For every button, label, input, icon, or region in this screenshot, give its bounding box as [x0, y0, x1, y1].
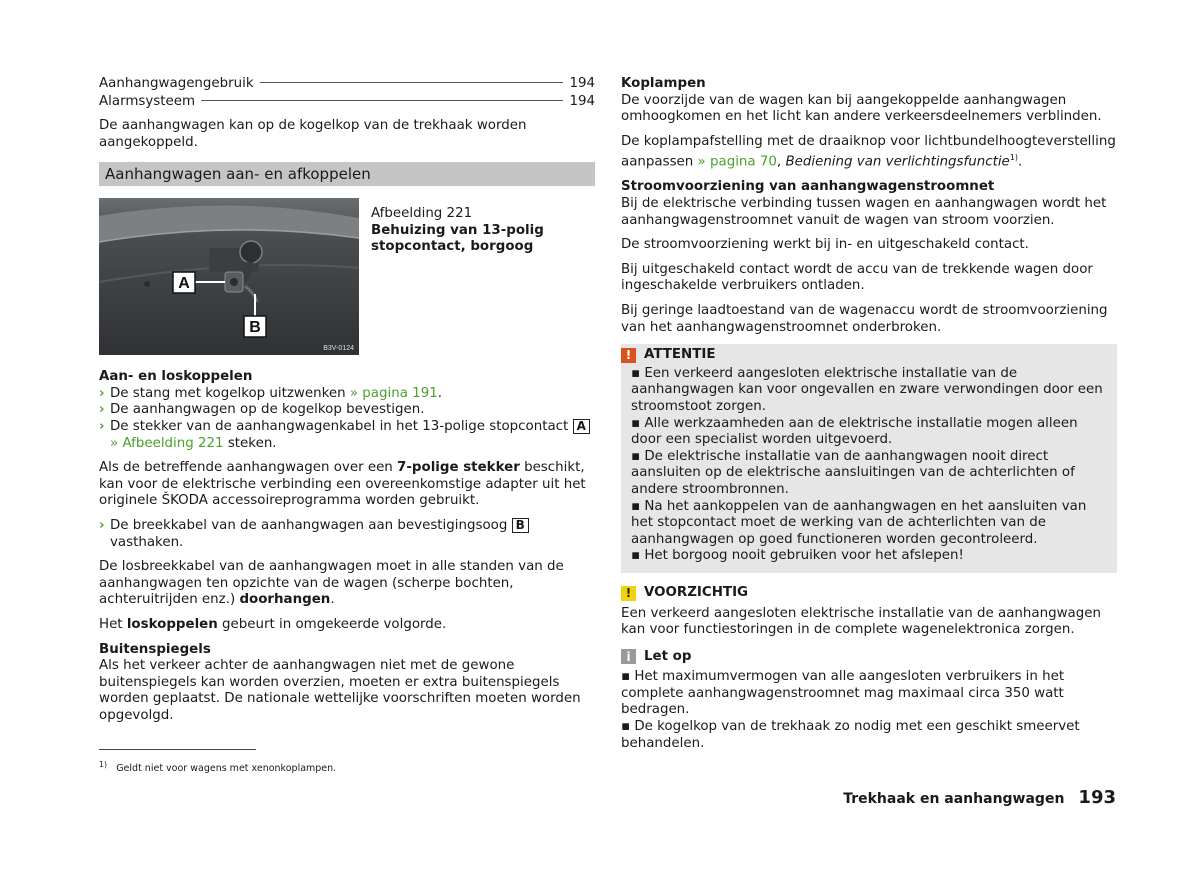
step-item: › De aanhangwagen op de kogelkop bevestigen. [99, 402, 425, 418]
attention-item: ▪ Een verkeerd aangesloten elektrische installatie van de aanhangwagen kan voor ongevallen en zware verwondingen door een stroomstoot zorgen. [631, 365, 1103, 414]
attention-item: ▪ Het borgoog nooit gebruiken voor het afslepen! [631, 548, 964, 564]
toc-entry[interactable] [99, 76, 595, 94]
note-item: ▪ Het maximumvermogen van alle aangesloten verbruikers in het complete aanhangwagenstroomnet mag maximaal circa 350 watt bedragen. [621, 669, 1065, 718]
attention-item: ▪ Alle werkzaamheden aan de elektrische installatie mogen alleen door een specialist worden uitgevoerd. [631, 415, 1078, 448]
figure-code: B3V-0124 [323, 345, 354, 353]
footnote-ref: 1) [1009, 153, 1019, 163]
toc-leader [201, 100, 563, 101]
note-header [621, 649, 1117, 666]
headlamps-text-1: De voorzijde van de wagen kan bij aangekoppelde aanhangwagen omhoogkomen en het licht kan andere verkeersdeelnemers verblinden. [621, 92, 1102, 125]
attention-item: ▪ Na het aankoppelen van de aanhangwagen en het aansluiten van het stopcontact moet de werking van de achterlichten van de aanhangwagen op goed functioneren worden gecontroleerd. [631, 498, 1087, 547]
footnote [99, 760, 336, 774]
mirrors-text: Als het verkeer achter de aanhangwagen niet met de gewone buitenspiegels kan worden overzien, moeten er extra buitenspiegels worden geplaatst. De nationale wettelijke voorschriften moeten worden opgevolgd. [99, 658, 581, 723]
power-text-4: Bij geringe laadtoestand van de wagenaccu wordt de stroomvoorziening van het aanhangwagenstroomnet onderbroken. [621, 303, 1108, 335]
toc-page: 194 [569, 76, 595, 91]
label-box-b: B [512, 518, 529, 533]
figure-image [99, 198, 359, 355]
attention-title: ATTENTIE [644, 347, 716, 363]
footnote-mark: 1) [99, 760, 108, 769]
attention-body [621, 366, 1107, 565]
figure-title: Behuizing van 13-polig stopcontact, borgoog [371, 222, 544, 255]
step-item: › De stekker van de aanhangwagenkabel in het 13-polige stopcontact A » Afbeelding 221 steken. [99, 419, 595, 452]
step-arrow-icon: › [99, 418, 105, 434]
footer-section: Trekhaak en aanhangwagen [843, 791, 1065, 807]
power-heading: Stroomvoorziening van aanhangwagenstroomnet [621, 179, 995, 195]
step-arrow-icon: › [99, 517, 105, 533]
right-column [621, 76, 1117, 752]
footnote-divider [99, 749, 256, 750]
toc-label: Aanhangwagengebruik [99, 76, 254, 91]
label-box-a: A [573, 419, 590, 434]
toc-entry[interactable] [99, 94, 595, 112]
page-number: 193 [1078, 787, 1116, 808]
coupling-heading: Aan- en loskoppelen [99, 369, 253, 385]
headlamps-text-2: De koplampafstelling met de draaiknop voor lichtbundelhoogteverstelling aanpassen » pagina 70, Bediening van verlichtingsfunctie$^{1)}$. [621, 133, 1116, 170]
toc-page: 194 [569, 94, 595, 109]
figure-caption [371, 198, 595, 355]
toc-label: Alarmsysteem [99, 94, 196, 109]
headlamps-heading: Koplampen [621, 76, 706, 91]
label-b: B [249, 319, 261, 337]
caution-icon: ! [621, 586, 636, 601]
step-item: › De stang met kogelkop uitzwenken » pagina 191. [99, 385, 443, 401]
uncoupling-paragraph: Het loskoppelen gebeurt in omgekeerde volgorde. [99, 616, 447, 632]
page-footer [843, 787, 1116, 808]
left-column [99, 76, 595, 732]
step-item: › De breekkabel van de aanhangwagen aan bevestigingsoog B vasthaken. [99, 518, 595, 551]
figure-number: Afbeelding 221 [371, 206, 473, 222]
footnote-text: Geldt niet voor wagens met xenonkoplampen. [116, 763, 337, 775]
info-icon: i [621, 649, 636, 664]
power-text-1: Bij de elektrische verbinding tussen wagen en aanhangwagen wordt het aanhangwagenstroomnet vanuit de wagen van stroom voorzien. [621, 196, 1107, 228]
attention-item: ▪ De elektrische installatie van de aanhangwagen nooit direct aansluiten op de elektrische aansluitingen van de achterlichten of andere stroombronnen. [631, 448, 1075, 497]
attention-box [621, 344, 1117, 573]
power-text-3: Bij uitgeschakeld contact wordt de accu van de trekkende wagen door ingeschakelde verbruikers ontladen. [621, 261, 1093, 294]
power-text-2: De stroomvoorziening werkt bij in- en uitgeschakeld contact. [621, 237, 1029, 253]
figure-block [99, 198, 595, 355]
intro-text: De aanhangwagen kan op de kogelkop van de trekhaak worden aangekoppeld. [99, 118, 527, 150]
label-a: A [178, 275, 190, 293]
step-arrow-icon: › [99, 385, 105, 401]
tow-hitch-illustration [99, 198, 359, 355]
figure-link[interactable]: » Afbeelding 221 [110, 435, 224, 451]
adapter-paragraph: Als de betreffende aanhangwagen over een 7-polige stekker beschikt, kan voor de elektrische verbinding een overeenkomstige adapter uit het originele ŠKODA accessoireprogramma worden gebruikt. [99, 460, 586, 509]
page-link[interactable]: » pagina 191 [349, 385, 438, 401]
caution-text: Een verkeerd aangesloten elektrische installatie van de aanhangwagen kan voor functiestoringen in de complete wagenelektronica zorgen. [621, 605, 1101, 638]
toc-leader [260, 82, 564, 83]
note-item: ▪ De kogelkop van de trekhaak zo nodig met een geschikt smeervet behandelen. [621, 719, 1080, 751]
step-arrow-icon: › [99, 402, 105, 418]
section-title: Aanhangwagen aan- en afkoppelen [99, 162, 595, 186]
caution-title: VOORZICHTIG [644, 584, 749, 600]
note-title: Let op [644, 648, 692, 664]
caution-header [621, 585, 1117, 602]
breakaway-paragraph: De losbreekkabel van de aanhangwagen moet in alle standen van de aanhangwagen ten opzichte van de wagen (scherpe bochten, achteruitrijden enz.) doorhangen. [99, 559, 564, 608]
warning-icon: ! [621, 348, 636, 363]
page-link[interactable]: » pagina 70 [697, 154, 777, 170]
attention-header [621, 347, 1107, 364]
mirrors-heading: Buitenspiegels [99, 641, 211, 657]
